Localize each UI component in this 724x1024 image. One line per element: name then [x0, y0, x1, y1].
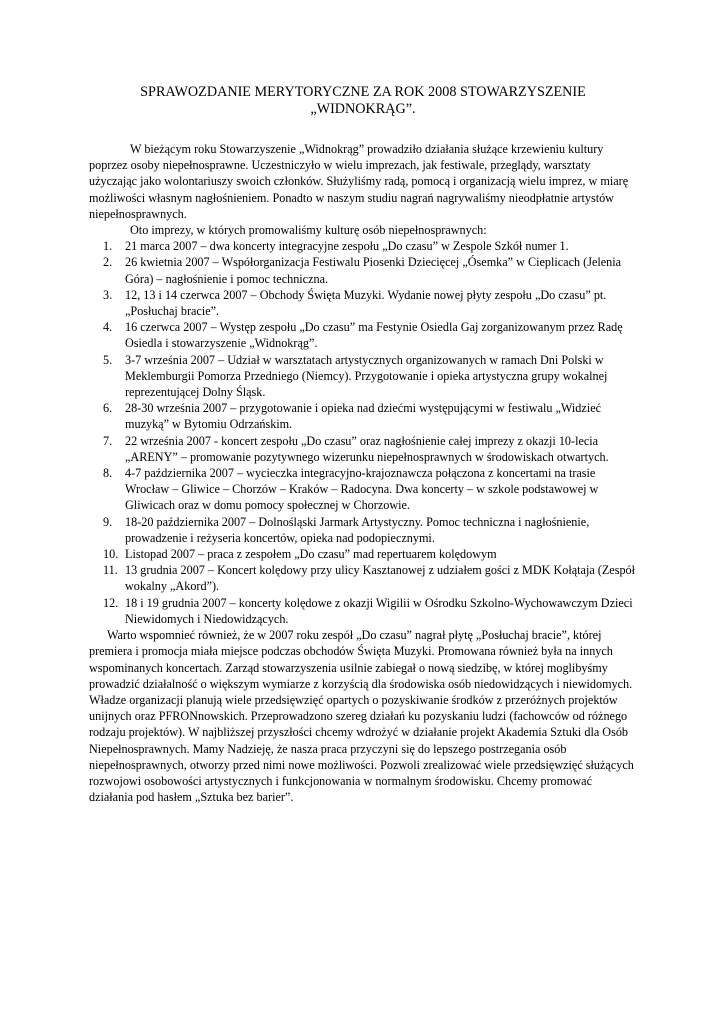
list-item — [89, 465, 637, 514]
list-item — [89, 514, 637, 546]
list-item — [89, 319, 637, 351]
list-item-number: 7. — [103, 433, 113, 448]
events-list — [89, 238, 637, 627]
list-item-text: 22 września 2007 - koncert zespołu „Do czasu” oraz nagłośnienie całej imprezy z okazji 10-lecia „ARENY” – promowanie pozytywnego wizerunku niepełnosprawnych w środowiskach otwartych. — [125, 433, 609, 464]
list-item-text: 21 marca 2007 – dwa koncerty integracyjne zespołu „Do czasu” w Zespole Szkół numer 1. — [125, 239, 569, 254]
list-item-text: 12, 13 i 14 czerwca 2007 – Obchody Święta Muzyki. Wydanie nowej płyty zespołu „Do czasu” pt. „Posłuchaj bracie”. — [125, 287, 607, 319]
list-intro: Oto imprezy, w których promowaliśmy kulturę osób niepełnosprawnych: — [130, 223, 487, 238]
list-item-text: Listopad 2007 – praca z zespołem „Do czasu” mad repertuarem kolędowym — [125, 547, 497, 562]
title-line-2: „WIDNOKRĄG”. — [310, 101, 416, 117]
list-item-text: 18-20 października 2007 – Dolnośląski Jarmark Artystyczny. Pomoc techniczna i nagłośnienie, prowadzenie i reżyseria koncertów, opieka nad podopiecznymi. — [125, 514, 590, 545]
list-item-number: 2. — [103, 255, 113, 270]
list-item-text: 13 grudnia 2007 – Koncert kolędowy przy ulicy Kasztanowej z udziałem gości z MDK Kołątaja (Zespół wokalny „Akord”). — [125, 563, 636, 594]
list-item-number: 11. — [103, 563, 118, 578]
list-item-text: 28-30 września 2007 – przygotowanie i opieka nad dziećmi występującymi w festiwalu „Widzieć muzyką” w Bytomiu Odrzańskim. — [125, 401, 602, 432]
list-item — [89, 254, 637, 286]
list-item-number: 12. — [103, 595, 119, 610]
list-item — [89, 238, 637, 254]
list-item-number: 10. — [103, 547, 119, 562]
list-item — [89, 287, 637, 319]
list-item-number: 5. — [103, 352, 113, 367]
list-item — [89, 546, 637, 562]
document-title — [89, 84, 637, 118]
list-item — [89, 595, 637, 627]
list-item-text: 16 czerwca 2007 – Występ zespołu „Do czasu” ma Festynie Osiedla Gaj zorganizowanym przez Radę Osiedla i stowarzyszenie „Widnokrąg”. — [125, 320, 623, 351]
list-item-number: 4. — [103, 320, 113, 335]
intro-paragraph: W bieżącym roku Stowarzyszenie „Widnokrąg” prowadziło działania służące krzewieniu kultury poprzez osoby niepełnosprawne. Uczestniczyło w wielu imprezach, jak festiwale, przeglądy, warsztaty użyczając jako wolontariuszy swoich członków. Służyliśmy radą, pomocą i organizacją wielu imprez, w miarę możliwości własnym nagłośnieniem. Ponadto w naszym studiu nagrań nagrywaliśmy nieodpłatnie artystów niepełnosprawnych. — [89, 142, 629, 221]
list-item-text: 4-7 października 2007 – wycieczka integracyjno-krajoznawcza połączona z koncertami na trasie Wrocław – Gliwice – Chorzów – Kraków – Radocyna. Dwa koncerty – w szkole podstawowej w Gliwicach oraz w domu pomocy społecznej w Chorzowie. — [125, 466, 599, 513]
list-item-number: 8. — [103, 466, 113, 481]
list-item-number: 3. — [103, 287, 113, 302]
list-item-text: 3-7 września 2007 – Udział w warsztatach artystycznych organizowanych w ramach Dni Polski w Meklemburgii Pomorza Przedniego (Niemcy). Przygotowanie i opieka artystyczna grupy wokalnej reprezentującej Dolny Śląsk. — [125, 352, 608, 400]
title-line-1: SPRAWOZDANIE MERYTORYCZNE ZA ROK 2008 STOWARZYSZENIE — [140, 84, 586, 100]
list-item-number: 6. — [103, 401, 113, 416]
list-item — [89, 400, 637, 432]
list-item-number: 9. — [103, 514, 113, 529]
list-item — [89, 352, 637, 401]
list-item-text: 18 i 19 grudnia 2007 – koncerty kolędowe z okazji Wigilii w Ośrodku Szkolno-Wychowawczym Dzieci Niewidomych i Niedowidzących. — [125, 595, 633, 626]
document-page — [89, 84, 637, 805]
list-item-number: 1. — [103, 239, 113, 254]
closing-paragraph: Warto wspomnieć również, że w 2007 roku zespół „Do czasu” nagrał płytę „Posłuchaj bracie”, której premiera i promocja miała miejsce podczas obchodów Święta Muzyki. Promowana również była na innych wspominanych koncertach. Zarząd stowarzyszenia usilnie zabiegał o nową siedzibę, w której moglibyśmy prowadzić działalność o większym wymiarze z korzyścią dla środowiska osób niedowidzących i niewidomych. Władze organizacji planują wiele przedsięwzięć opartych o pozyskiwanie środków z przeróżnych projektów unijnych oraz PFRONnowskich. Przeprowadzono szereg działań ku pozyskaniu ludzi (fachowców od różnego rodzaju projektów). W najbliższej przyszłości chcemy wdrożyć w działanie projekt Akademia Sztuki dla Osób Niepełnosprawnych. Mamy Nadzieję, że nasza praca przyczyni się do lepszego postrzegania osób niepełnosprawnych, otworzy przed nimi nowe możliwości. Pozwoli zrealizować wiele przedsięwzięć służących rozwojowi osobowości artystycznych i funkcjonowania w normalnym środowisku. Chcemy promować działania pod hasłem „Sztuka bez barier”. — [89, 628, 634, 805]
list-item — [89, 433, 637, 465]
list-item-text: 26 kwietnia 2007 – Współorganizacja Festiwalu Piosenki Dziecięcej „Ósemka” w Cieplicach (Jelenia Góra) – nagłośnienie i pomoc techniczna. — [125, 255, 622, 286]
list-item — [89, 562, 637, 594]
